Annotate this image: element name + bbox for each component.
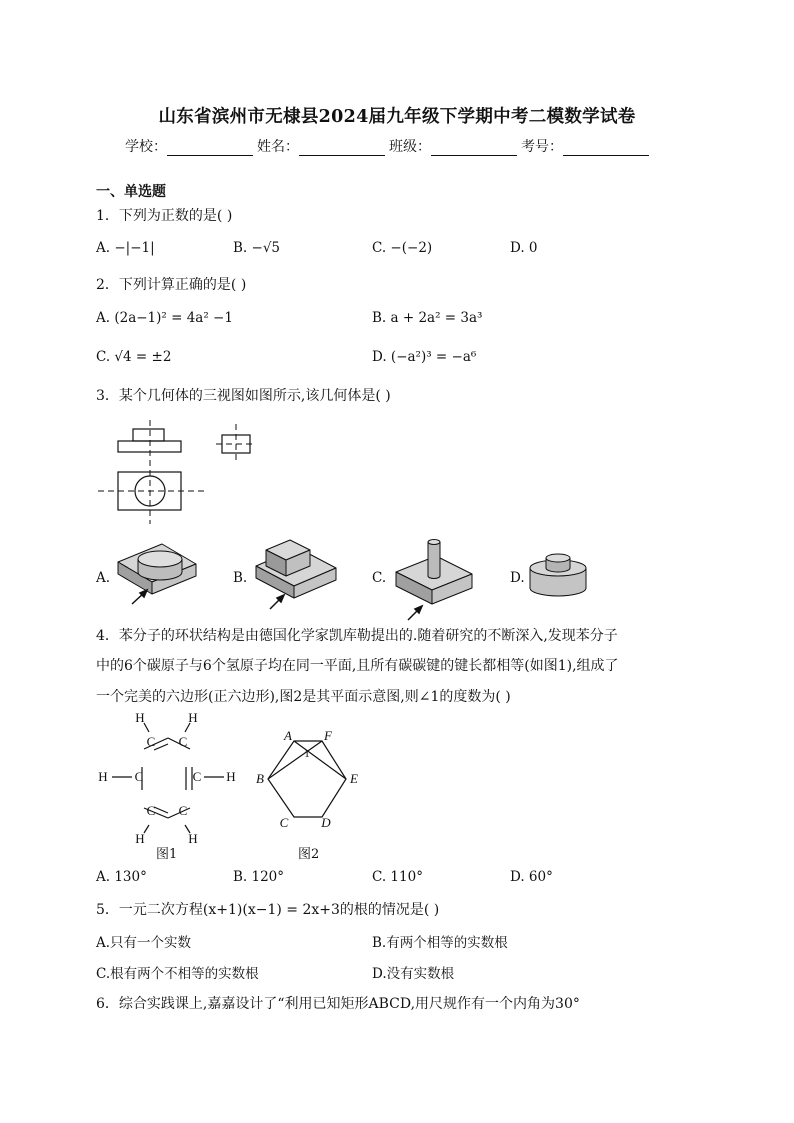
three-view-figure (94, 418, 284, 530)
q3-solid-b (252, 536, 342, 611)
vertex-c: C (279, 815, 289, 830)
q1-option-c: C. −(−2) (372, 240, 433, 256)
school-blank[interactable] (167, 141, 253, 156)
diagonal-bf (268, 741, 322, 779)
q6-stem: 6．综合实践课上,嘉嘉设计了“利用已知矩形ABCD,用尺规作有一个内角为30° (96, 996, 580, 1012)
vertex-a: A (284, 728, 292, 743)
q4-option-d: D. 60° (510, 869, 553, 885)
q3-solid-d (524, 548, 592, 604)
q2-option-a: A. (2a−1)² = 4a² −1 (96, 310, 233, 326)
q2-option-b: B. a + 2a² = 3a³ (372, 310, 483, 326)
q1-stem: 1．下列为正数的是( ) (96, 208, 233, 224)
q4-option-b: B. 120° (233, 869, 285, 885)
student-info-row (125, 136, 653, 156)
q2-option-d: D. (−a²)³ = −a⁶ (372, 349, 477, 365)
q1-option-d: D. 0 (510, 240, 538, 256)
h-bond-1 (144, 723, 149, 732)
name-label: 姓名： (257, 139, 299, 155)
h-atom-left: H (98, 769, 108, 784)
q4-stem-line2: 中的6个碳原子与6个氢原子均在同一平面,且所有碳碳键的键长都相等(如图1),组成了 (96, 658, 619, 674)
q5-option-b: B.有两个相等的实数根 (372, 935, 508, 951)
class-blank[interactable] (431, 141, 517, 156)
c-atom-top-right: C (178, 734, 188, 749)
q3-solid-a (112, 532, 202, 607)
c-atom-bottom-left: C (146, 803, 156, 818)
c-atom-left: C (134, 769, 144, 784)
q5-stem: 5．一元二次方程(x+1)(x−1) = 2x+3的根的情况是( ) (96, 902, 440, 918)
h-atom-right: H (226, 769, 236, 784)
q2-stem: 2．下列计算正确的是( ) (96, 277, 247, 293)
h-atom-bottom-left: H (135, 831, 145, 844)
h-atom-bottom-right: H (188, 831, 198, 844)
q3-stem: 3．某个几何体的三视图如图所示,该几何体是( ) (96, 388, 391, 404)
c-atom-right: C (192, 769, 202, 784)
c-atom-top-left: C (146, 734, 156, 749)
q4-stem-line3: 一个完美的六边形(正六边形),图2是其平面示意图,则∠1的度数为( ) (96, 689, 511, 705)
benzene-figure (94, 712, 244, 844)
exam-title: 山东省滨州市无棣县2024届九年级下学期中考二模数学试卷 (158, 107, 636, 127)
section-heading: 一、单选题 (96, 184, 166, 200)
q5-option-c: C.根有两个不相等的实数根 (96, 966, 259, 982)
q3-option-c: C. (372, 570, 387, 586)
c-atom-bottom-right: C (178, 803, 188, 818)
front-view-top-block (133, 429, 164, 441)
q4-stem-line1: 4．苯分子的环状结构是由德国化学家凯库勒提出的.随着研究的不断深入,发现苯分子 (96, 628, 618, 644)
q4-option-a: A. 130° (96, 869, 147, 885)
q5-option-a: A.只有一个实数 (96, 935, 192, 951)
vertex-d: D (321, 815, 331, 830)
angle-1-label: 1 (304, 748, 310, 760)
figure-1-caption: 图1 (156, 847, 178, 862)
q3-solid-c (390, 536, 482, 622)
vertex-e: E (350, 771, 358, 786)
figure-2-caption: 图2 (298, 847, 320, 862)
h-atom-top-left: H (135, 712, 145, 725)
q1-option-b: B. −√5 (233, 240, 281, 256)
exam-number-label: 考号： (521, 139, 563, 155)
school-label: 学校： (125, 139, 167, 155)
q4-option-c: C. 110° (372, 869, 423, 885)
q3-option-d: D. (510, 570, 525, 586)
vertex-b: B (256, 771, 264, 786)
diagonal-ae (294, 741, 346, 779)
q2-option-c: C. √4 = ±2 (96, 349, 172, 365)
class-label: 班级： (389, 139, 431, 155)
exam-number-blank[interactable] (563, 141, 649, 156)
q1-option-a: A. −|−1| (96, 240, 155, 256)
q3-option-a: A. (96, 570, 111, 586)
name-blank[interactable] (299, 141, 385, 156)
h-atom-top-right: H (188, 712, 198, 725)
hexagon-figure (250, 727, 370, 831)
q5-option-d: D.没有实数根 (372, 966, 455, 982)
vertex-f: F (324, 728, 332, 743)
q3-option-b: B. (233, 570, 248, 586)
